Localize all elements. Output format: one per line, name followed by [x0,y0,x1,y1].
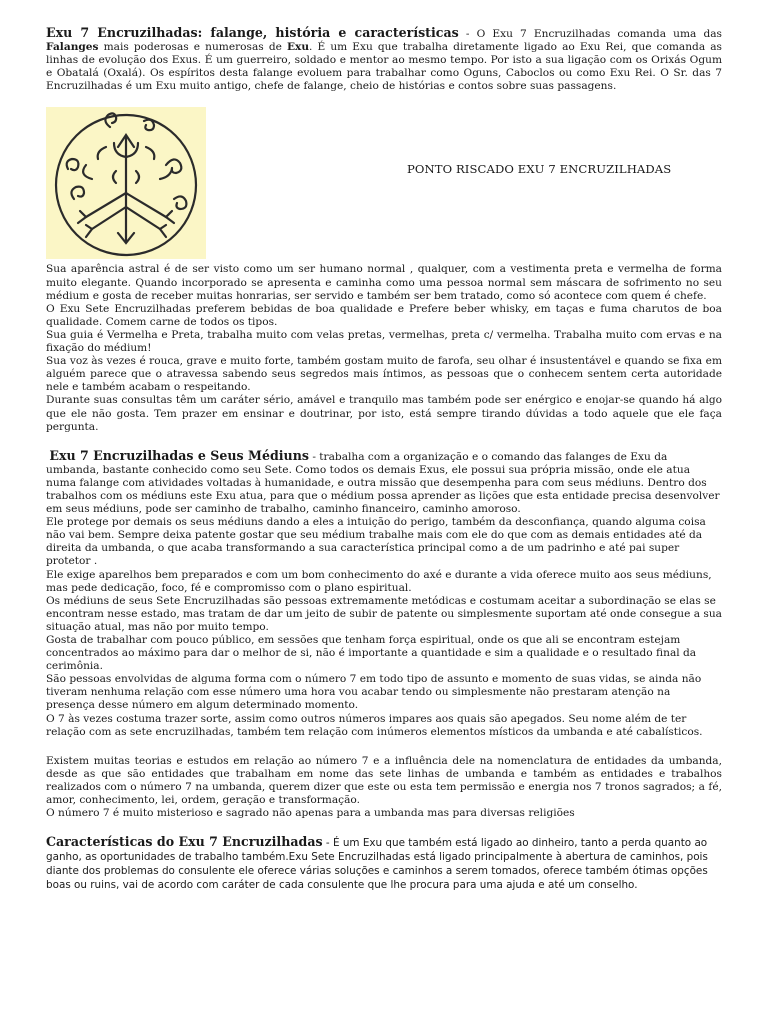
figure-row [46,107,722,261]
mediuns-section [46,449,722,739]
ponto-riscado-icon [46,107,206,259]
paragraph: Sua voz às vezes é rouca, grave e muito forte, também gostam muito de farofa, seu olhar é insustentável e quando se fixa em alguém parece que o atravessa sabendo seus segredos mais íntimos, as pessoas que o conhecem sentem certa autoridade nele e também acabam o respeitando. [46,355,722,394]
bold-falanges: Falanges [46,41,99,54]
bold-exu: Exu [286,41,310,54]
mediuns-first-text: trabalha com a organização e o comando das falanges de Exu da umbanda, bastante conhecido como seu Sete. Como todos os demais Exus, ele possui sua própria missão, onde ele atua numa falange com atividades voltadas à humanidade, e outra missão que desempenha para com seus médiuns. Dentro dos trabalhos com os médiuns este Exu atua, para que o médium possa aprender as lições que esta entidade precisa desenvolver em seus médiuns, pode ser caminho de trabalho, caminho financeiro, caminho amoroso. [46,450,720,516]
section-heading-mediuns: Exu 7 Encruzilhadas e Seus Médiuns [49,447,309,463]
heading-separator: - [308,450,320,463]
heading-separator: - [458,28,477,40]
document-page [46,26,722,892]
paragraph: Durante suas consultas têm um caráter sério, amável e tranquilo mas também pode ser enérgico e enojar-se quando há algo que ele não gosta. Tem prazer em ensinar e doutrinar, por isto, está sempre tirando dúvidas a todo aquele que ele faça pergunta. [46,394,722,433]
number-seven-section [46,755,722,820]
paragraph: O Exu Sete Encruzilhadas preferem bebidas de boa qualidade e Prefere beber whisky, em taças e fuma charutos de boa qualidade. Comem carne de todos os tipos. [46,302,722,328]
ponto-riscado-image [46,107,206,259]
paragraph: Sua aparência astral é de ser visto como um ser humano normal , qualquer, com a vestimenta preta e vermelha de forma muito elegante. Quando incorporado se apresenta e caminha como uma pessoa normal sem máscara de sofrimento no seu médium e gosta de receber muitas honrarias, ser servido e também ser bem tratado, como só acontece com quem é chefe. [46,263,722,302]
mediuns-first-paragraph [46,449,722,516]
intro-paragraph [46,26,722,93]
paragraph: O número 7 é muito misterioso e sagrado não apenas para a umbanda mas para diversas religiões [46,807,575,820]
heading-separator: - [322,837,333,850]
paragraph: O 7 às vezes costuma trazer sorte, assim como outros números impares aos quais são apegados. Seu nome além de ter relação com as sete encruzilhadas, também tem relação com inúmeros elementos místicos da umbanda e até cabalísticos. [46,712,703,738]
characteristics-section [46,835,722,892]
intro-text-b: mais poderosas e numerosas de [98,41,287,54]
paragraph: Existem muitas teorias e estudos em relação ao número 7 e a influência dele na nomenclatura de entidades da umbanda, desde as que são entidades que trabalham em nome das sete linhas de umbanda e também as entidades e trabalhos realizados com o número 7 na umbanda, querem dizer que este ou esta tem permissão e energia nos 7 tronos sagrados; a fé, amor, conhecimento, lei, ordem, geração e transformação. [46,754,722,807]
section-heading-falange: Exu 7 Encruzilhadas: falange, história e características [46,25,459,40]
figure-caption: PONTO RISCADO EXU 7 ENCRUZILHADAS [407,162,672,177]
section-heading-caracteristicas: Características do Exu 7 Encruzilhadas [46,834,323,850]
paragraph: Gosta de trabalhar com pouco público, em sessões que tenham força espiritual, onde os que ali se encontram estejam concentrados ao máximo para dar o melhor de si, não é importante a quantidade e sim a qualidade e o resultado final da cerimônia. [46,634,697,673]
paragraph: Os médiuns de seus Sete Encruzilhadas são pessoas extremamente metódicas e costumam aceitar a subordinação se elas se encontram nesse estado, mas tratam de dar um jeito de subir de patente ou simplesmente suportam até onde consegue a sua situação atual, mas não por muito tempo. [46,594,722,633]
characteristics-paragraph [46,835,722,892]
intro-text-c: . É um Exu que trabalha diretamente ligado ao Exu Rei, que comanda as linhas de evolução dos Exus. É um guerreiro, soldado e mentor ao mesmo tempo. Por isto a sua ligação com os Orixás Ogum e Obatalá (Oxalá). Os espíritos desta falange evoluem para trabalhar como Oguns, Caboclos ou como Exu Rei. O Sr. das 7 Encruzilhadas é um Exu muito antigo, chefe de falange, cheio de histórias e contos sobre suas passagens. [46,41,722,93]
intro-text-a: O Exu 7 Encruzilhadas comanda uma das [476,28,722,40]
characteristics-text: É um Exu que também está ligado ao dinheiro, tanto a perda quanto ao ganho, as oportunidades de trabalho também.Exu Sete Encruzilhadas está ligado principalmente à abertura de caminhos, pois diante dos problemas do consulente ele oferece várias soluções e caminhos a serem tomados, oferece também ótimas opções boas ou ruins, vai de acordo com caráter de cada consulente que lhe procura para uma ajuda e até um conselho. [46,837,708,892]
appearance-section [46,263,722,433]
paragraph: Ele protege por demais os seus médiuns dando a eles a intuição do perigo, também da desconfiança, quando alguma coisa não vai bem. Sempre deixa patente gostar que seu médium trabalhe mais com ele do que com as demais entidades até da direita da umbanda, o que acaba transformando a sua característica principal como a de um padrinho e até pai super protetor . [46,516,706,568]
paragraph: São pessoas envolvidas de alguma forma com o número 7 em todo tipo de assunto e momento de suas vidas, se ainda não tiveram nenhuma relação com esse número uma hora vou acabar tendo ou simplesmente não prestaram atenção na presença desse número em algum determinado momento. [46,673,702,712]
paragraph: Ele exige aparelhos bem preparados e com um bom conhecimento do axé e durante a vida oferece muito aos seus médiuns, mas pede dedicação, foco, fé e compromisso com o plano espiritual. [46,568,712,594]
paragraph: Sua guia é Vermelha e Preta, trabalha muito com velas pretas, vermelhas, preta c/ vermelha. Trabalha muito com ervas e na fixação do médium! [46,328,722,355]
